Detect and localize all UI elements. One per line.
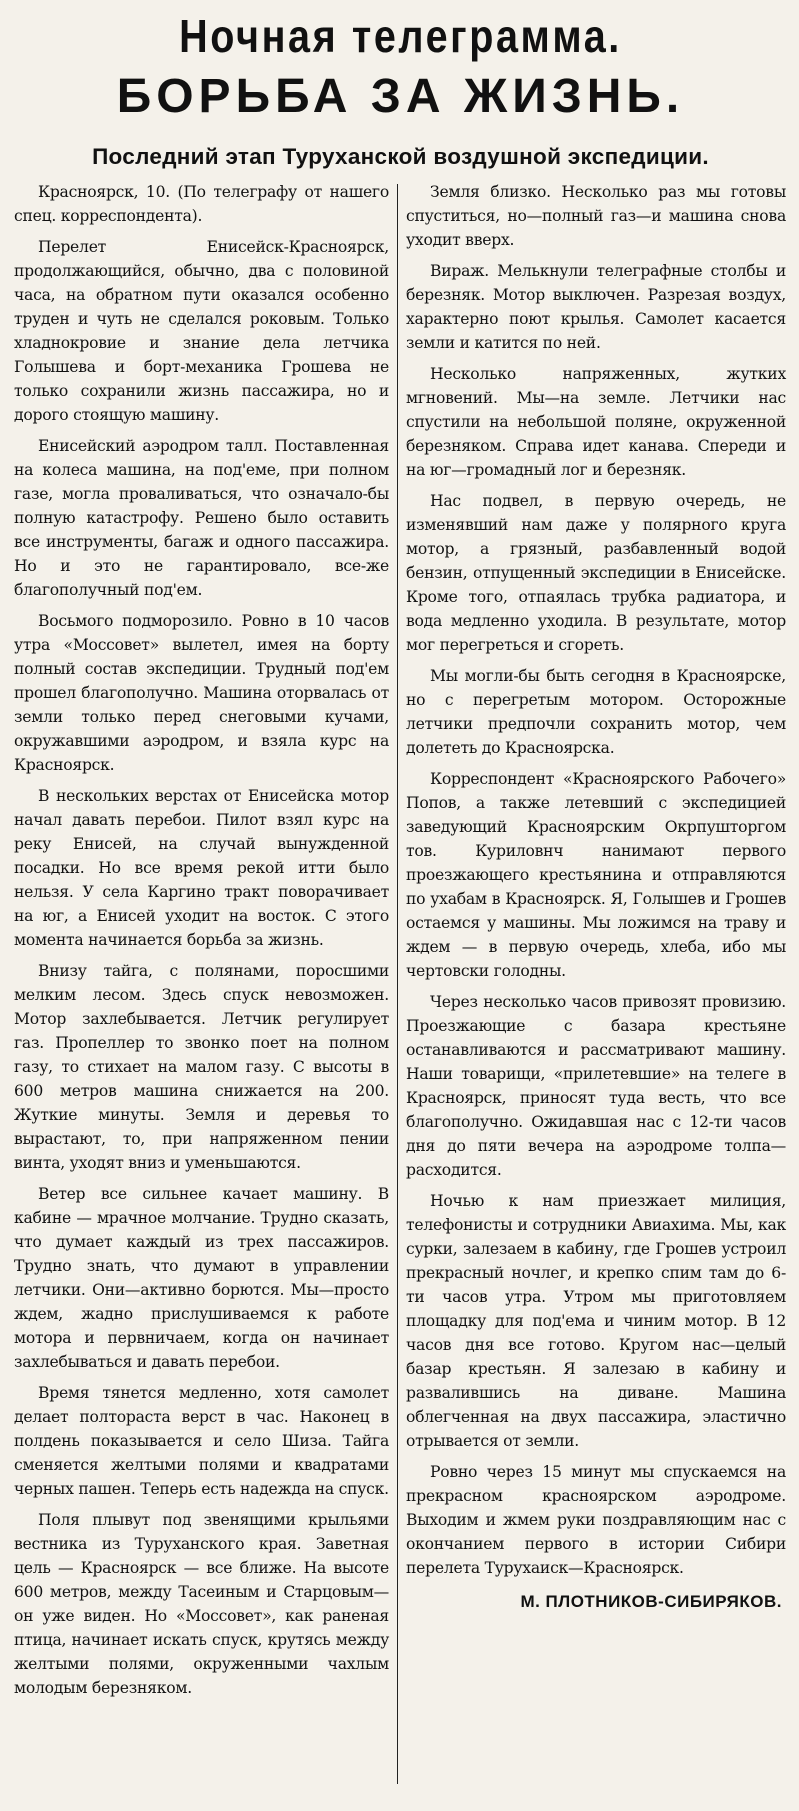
paragraph: Несколько напряженных, жутких мгновений. Мы—на земле. Летчики нас спустили на небольшой поляне, окруженной березняком. Справа идет канава. Спереди и на юг—громадный лог и березняк. xyxy=(406,365,786,479)
paragraph: Земля близко. Несколько раз мы готовы спуститься, но—полный газ—и машина снова уходит вверх. xyxy=(406,183,786,249)
paragraph: Через несколько часов привозят провизию. Проезжающие с базара крестьяне останавливаются и рассматривают машину. Наши товарищи, «прилетевшие» на телеге в Красноярск, приносят туда весть, что все благополучно. Ожидавшая нас с 12-ти часов дня до пяти вечера на аэродроме толпа—расходится. xyxy=(406,993,786,1179)
paragraph: Поля плывут под звенящими крыльями вестника из Туруханского края. Заветная цель — Красноярск — все ближе. На высоте 600 метров, между Тасеиным и Старцовым—он уже виден. Но «Моссовет», как раненая птица, начинает искать спуск, крутясь между желтыми полями, окруженными чахлым молодым березняком. xyxy=(14,1511,389,1697)
paragraph: Нас подвел, в первую очередь, не изменявший нам даже у полярного круга мотор, а грязный, разбавленный водой бензин, отпущенный экспедиции в Енисейске. Кроме того, отпаялась трубка радиатора, и вода медленно уходила. В результате, мотор мог перегреться и сгореть. xyxy=(406,492,786,654)
column-divider xyxy=(397,184,398,1784)
paragraph: Ровно через 15 минут мы спускаемся на прекрасном красноярском аэродроме. Выходим и жмем руки поздравляющим нас с окончанием первого в истории Сибири перелета Турухаиск—Красноярск. xyxy=(406,1463,786,1577)
paragraph: В нескольких верстах от Енисейска мотор начал давать перебои. Пилот взял курс на реку Енисей, на случай вынужденной посадки. Но все время рекой итти было нельзя. У села Каргино тракт поворачивает на юг, а Енисей уходит на восток. С этого момента начинается борьба за жизнь. xyxy=(14,787,389,949)
article-body xyxy=(14,180,786,1800)
paragraph: Красноярск, 10. (По телеграфу от нашего спец. корреспондента). xyxy=(14,183,389,225)
right-column xyxy=(406,180,786,1612)
paragraph: Енисейский аэродром талл. Поставленная на колеса машина, на под'еме, при полном газе, могла проваливаться, что означало-бы полную катастрофу. Решено было оставить все инструменты, багаж и одного пассажира. Но и это не гарантировало, все-же благополучный под'ем. xyxy=(14,437,389,599)
author-byline: М. ПЛОТНИКОВ-СИБИРЯКОВ. xyxy=(520,1592,782,1611)
paragraph: Внизу тайга, с полянами, поросшими мелким лесом. Здесь спуск невозможен. Мотор захлебывается. Летчик регулирует газ. Пропеллер то звонко поет на полном газу, то стихает на малом газу. С высоты в 600 метров машина снижается на 200. Жуткие минуты. Земля и деревья то вырастают, то, при напряженном пении винта, уходят вниз и уменьшаются. xyxy=(14,962,389,1172)
paragraph: Время тянется медленно, хотя самолет делает полтораста верст в час. Наконец в полдень показывается и село Шиза. Тайга сменяется желтыми полями и квадратами черных пашен. Теперь есть надежда на спуск. xyxy=(14,1384,389,1498)
subheadline: Последний этап Туруханской воздушной экспедиции. xyxy=(92,144,709,169)
paragraph: Ветер все сильнее качает машину. В кабине — мрачное молчание. Трудно сказать, что думает каждый из трех пассажиров. Трудно знать, что думают в управлении летчики. Они—активно борются. Мы—просто ждем, жадно прислушиваемся к работе мотора и первничаем, когда он начинает захлебываться и давать перебои. xyxy=(14,1185,389,1371)
paragraph: Вираж. Мелькнули телеграфные столбы и березняк. Мотор выключен. Разрезая воздух, характерно поют крылья. Самолет касается земли и катится по ней. xyxy=(406,262,786,352)
section-kicker: Ночная телеграмма. xyxy=(179,10,622,62)
paragraph: Корреспондент «Красноярского Рабочего» Попов, а также летевший с экспедицией заведующий Красноярским Окрпушторгом тов. Куриловнч нанимают первого проезжающего крестьянина и отправляются по ухабам в Красноярск. Я, Голышев и Грошев остаемся у машины. Мы ложимся на траву и ждем — в первую очередь, хлеба, ибо мы чертовски голодны. xyxy=(406,770,786,980)
paragraph: Ночью к нам приезжает милиция, телефонисты и сотрудники Авиахима. Мы, как сурки, залезаем в кабину, где Грошев устроил прекрасный ночлег, и крепко спим там до 6-ти часов утра. Утром мы приготовляем площадку для под'ема и чиним мотор. В 12 часов дня все готово. Кругом нас—целый базар крестьян. Я залезаю в кабину и развалившись на диване. Машина облегченная на двух пассажира, эластично отрывается от земли. xyxy=(406,1192,786,1450)
paragraph: Восьмого подморозило. Ровно в 10 часов утра «Моссовет» вылетел, имея на борту полный состав экспедиции. Трудный под'ем прошел благополучно. Машина оторвалась от земли только перед снеговыми кучами, окружавшими аэродром, и взяла курс на Красноярск. xyxy=(14,612,389,774)
headline: БОРЬБА ЗА ЖИЗНЬ. xyxy=(116,70,685,123)
paragraph: Мы могли-бы быть сегодня в Красноярске, но с перегретым мотором. Осторожные летчики предпочли сохранить мотор, чем долететь до Красноярска. xyxy=(406,667,786,757)
paragraph: Перелет Енисейск-Красноярск, продолжающийся, обычно, два с половиной часа, на обратном пути оказался особенно труден и чуть не сделался роковым. Только хладнокровие и знание дела летчика Голышева и борт-механика Грошева не только сохранили жизнь пассажира, но и дорого стоящую машину. xyxy=(14,238,389,424)
left-column xyxy=(14,180,389,1707)
